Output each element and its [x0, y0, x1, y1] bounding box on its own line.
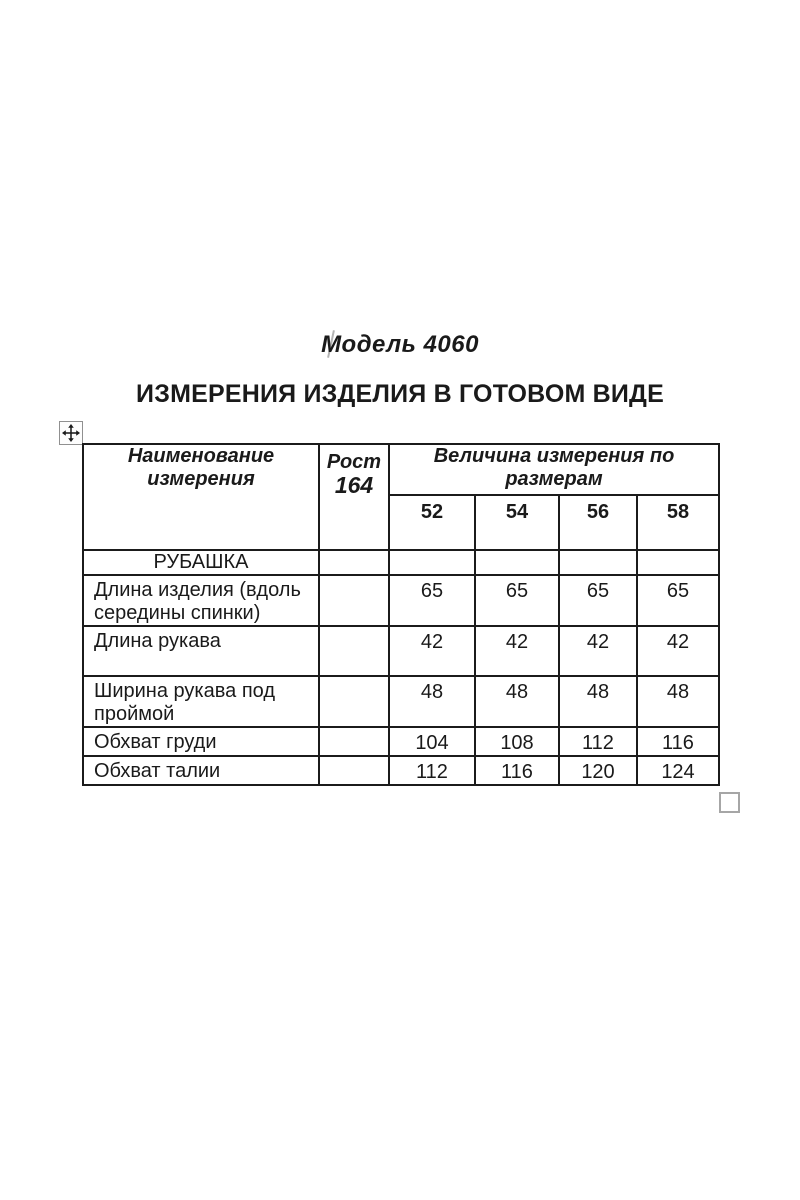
row-value[interactable]: 112 [559, 727, 637, 756]
empty-cell[interactable] [319, 575, 389, 626]
empty-cell[interactable] [475, 550, 559, 575]
empty-cell[interactable] [637, 550, 719, 575]
empty-cell[interactable] [319, 550, 389, 575]
row-value[interactable]: 48 [475, 676, 559, 727]
size-header-54[interactable]: 54 [475, 495, 559, 550]
row-value[interactable]: 65 [559, 575, 637, 626]
table-row [83, 727, 719, 756]
row-name[interactable]: Длина рукава [83, 626, 319, 676]
row-value[interactable]: 116 [475, 756, 559, 785]
row-name[interactable]: Длина изделия (вдоль середины спинки) [83, 575, 319, 626]
sizes-group-label: Величина измерения по размерам [433, 445, 675, 490]
row-value[interactable]: 65 [637, 575, 719, 626]
row-value[interactable]: 120 [559, 756, 637, 785]
row-name[interactable]: Ширина рукава под проймой [83, 676, 319, 727]
table-move-handle[interactable] [59, 421, 83, 445]
row-value[interactable]: 112 [389, 756, 475, 785]
row-value[interactable]: 48 [637, 676, 719, 727]
row-value[interactable]: 104 [389, 727, 475, 756]
header-row-group [83, 444, 719, 495]
empty-cell[interactable] [559, 550, 637, 575]
model-title[interactable]: Модель 4060 [321, 331, 479, 358]
measurements-table [82, 443, 720, 786]
row-value[interactable]: 65 [389, 575, 475, 626]
height-value: 164 [334, 472, 374, 498]
row-value[interactable]: 42 [559, 626, 637, 676]
row-name[interactable]: Обхват талии [83, 756, 319, 785]
row-value[interactable]: 108 [475, 727, 559, 756]
table-row [83, 626, 719, 676]
empty-cell[interactable] [319, 756, 389, 785]
section-row [83, 550, 719, 575]
row-value[interactable]: 48 [389, 676, 475, 727]
table-row [83, 756, 719, 785]
size-header-56[interactable]: 56 [559, 495, 637, 550]
col-header-height[interactable] [319, 444, 389, 550]
empty-cell[interactable] [319, 626, 389, 676]
empty-cell[interactable] [389, 550, 475, 575]
col-header-sizes-group[interactable] [389, 444, 719, 495]
row-value[interactable]: 48 [559, 676, 637, 727]
row-value[interactable]: 42 [389, 626, 475, 676]
row-value[interactable]: 42 [637, 626, 719, 676]
empty-cell[interactable] [319, 676, 389, 727]
col-header-measurement-name[interactable]: Наименование измерения [83, 444, 319, 550]
table-resize-handle[interactable] [719, 792, 740, 813]
table-row [83, 676, 719, 727]
table-row [83, 575, 719, 626]
height-label: Рост [326, 451, 382, 473]
move-arrows-icon [62, 424, 80, 442]
size-header-58[interactable]: 58 [637, 495, 719, 550]
row-value[interactable]: 65 [475, 575, 559, 626]
page-heading[interactable]: ИЗМЕРЕНИЯ ИЗДЕЛИЯ В ГОТОВОМ ВИДЕ [136, 380, 664, 408]
size-header-52[interactable]: 52 [389, 495, 475, 550]
row-value[interactable]: 42 [475, 626, 559, 676]
row-value[interactable]: 116 [637, 727, 719, 756]
row-value[interactable]: 124 [637, 756, 719, 785]
section-label[interactable]: РУБАШКА [83, 550, 319, 575]
empty-cell[interactable] [319, 727, 389, 756]
row-name[interactable]: Обхват груди [83, 727, 319, 756]
